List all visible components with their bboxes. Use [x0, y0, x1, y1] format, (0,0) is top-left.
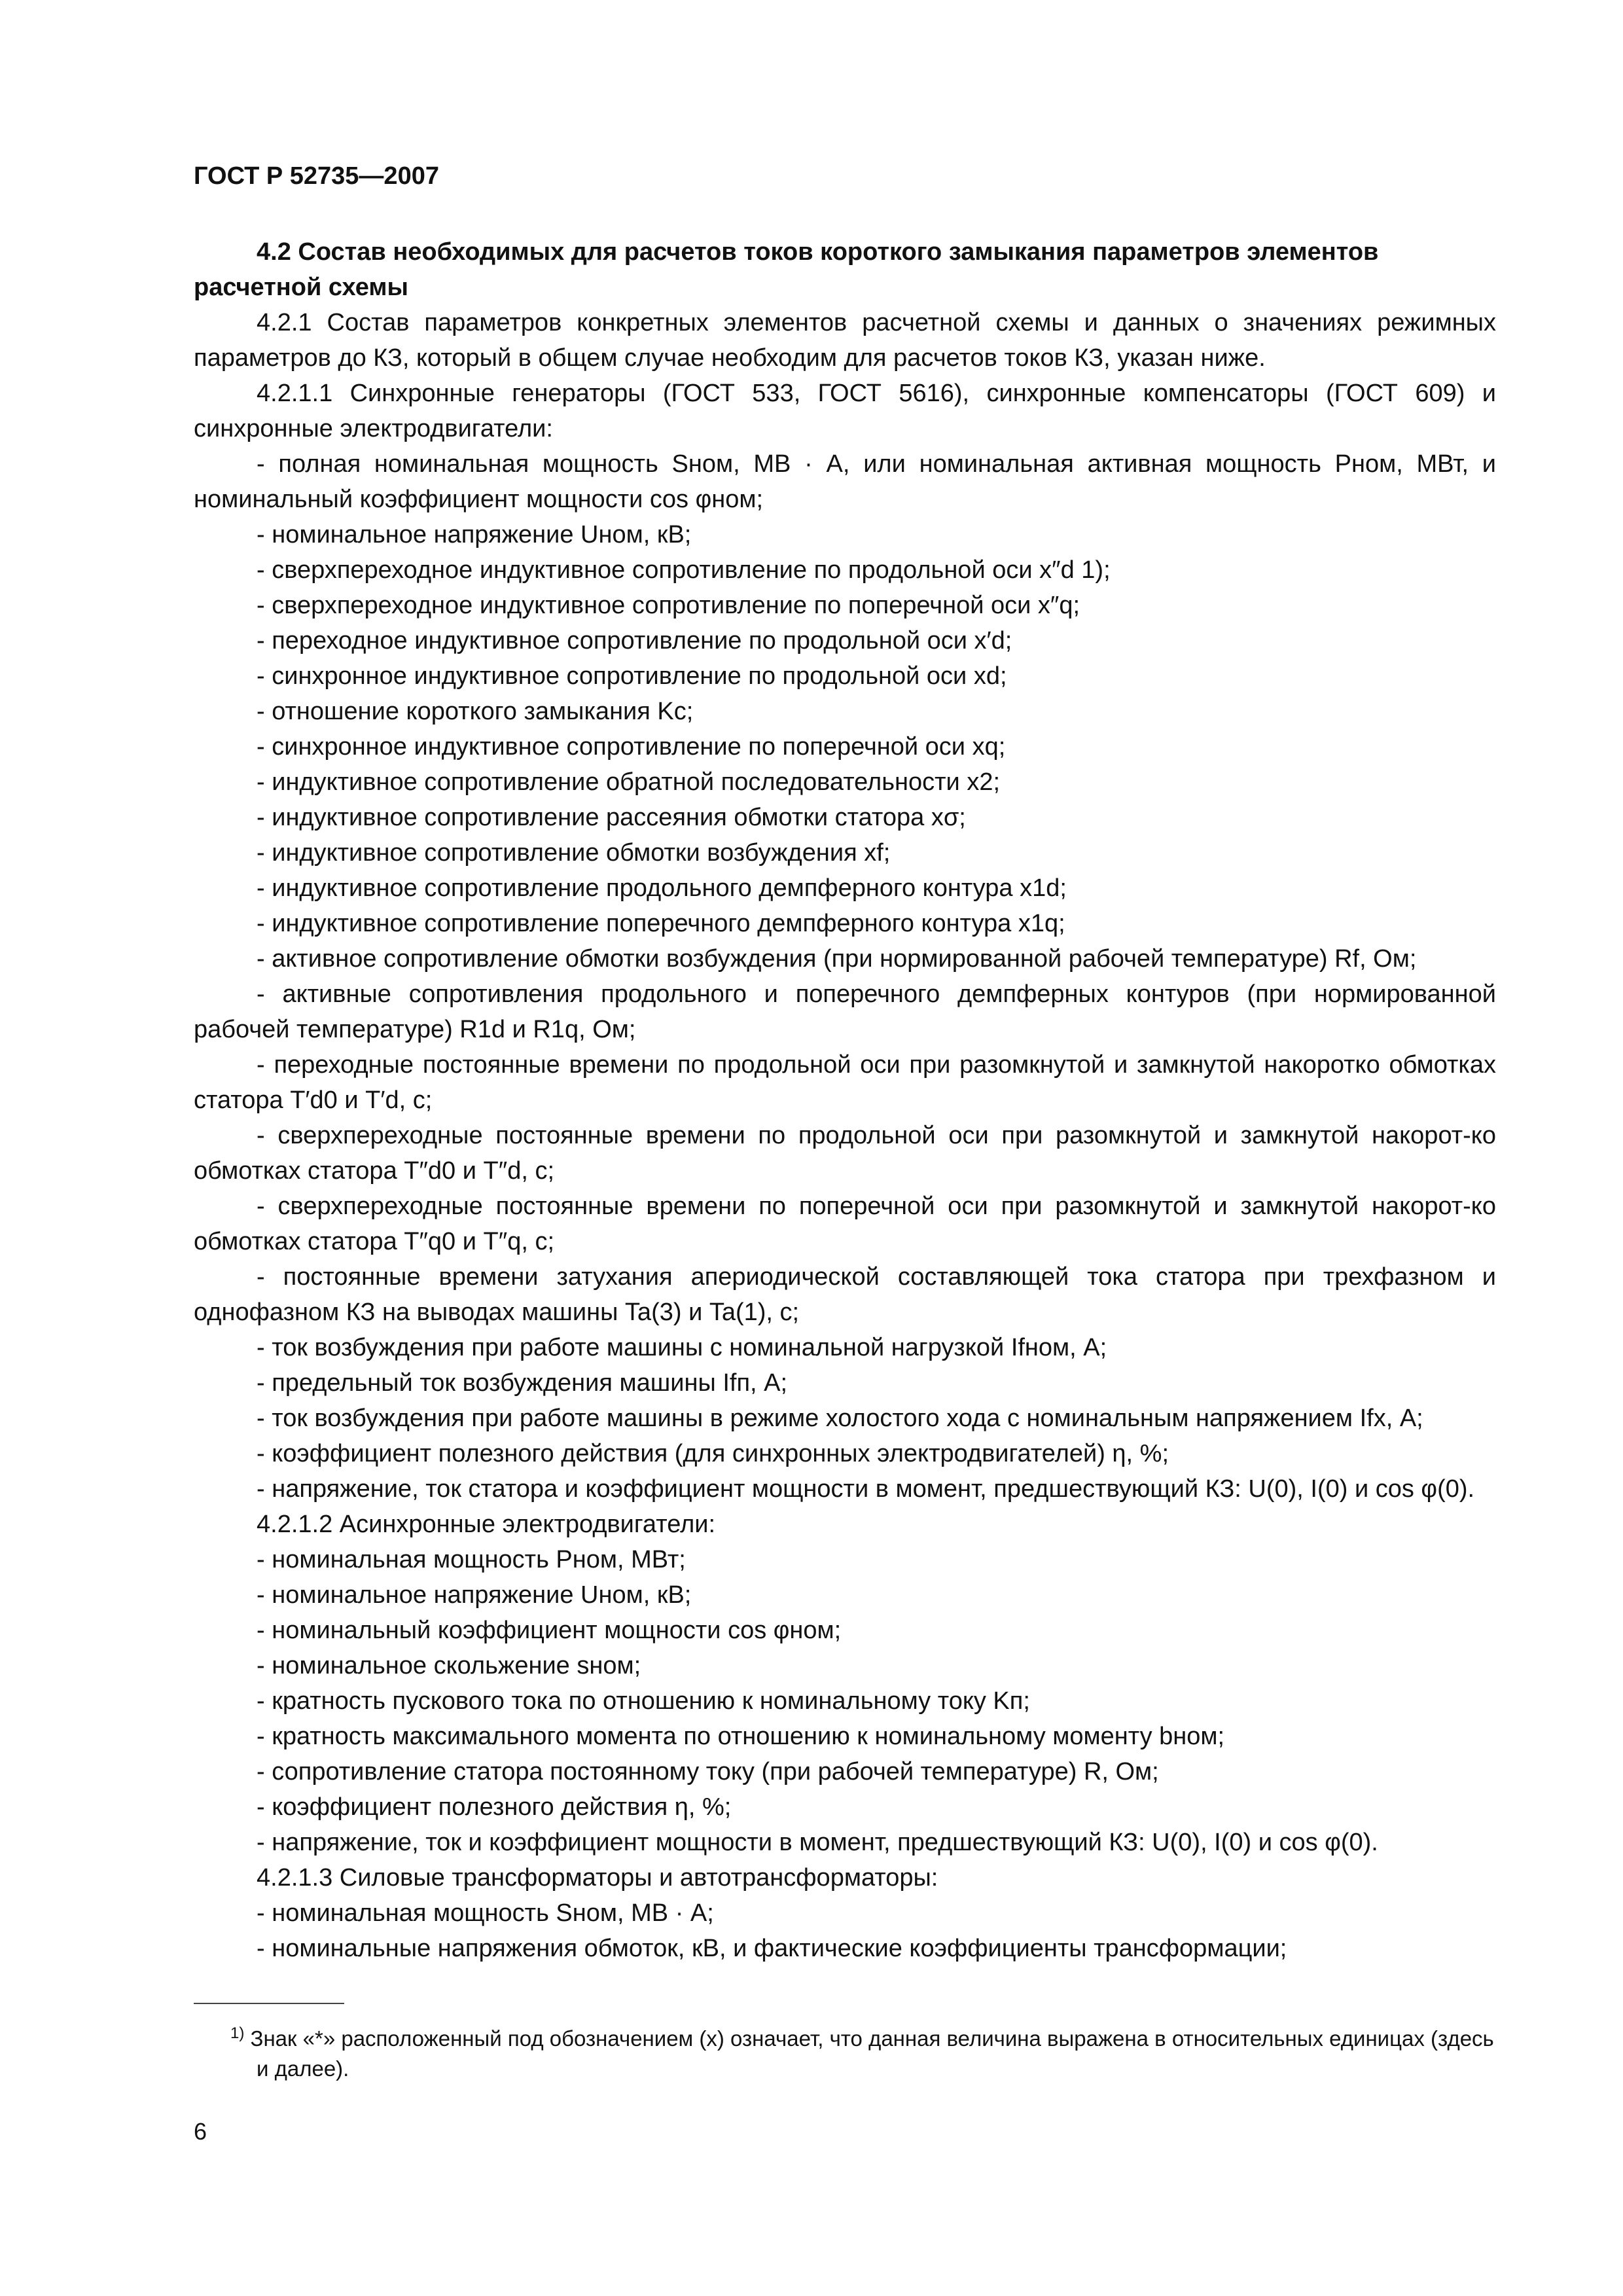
body-line: - синхронное индуктивное сопротивление по продольной оси xd;	[257, 662, 1007, 690]
body-line: - ток возбуждения при работе машины с номинальной нагрузкой Ifном, А;	[257, 1334, 1107, 1361]
body-line: - номинальные напряжения обмоток, кВ, и фактические коэффициенты трансформации;	[257, 1935, 1287, 1962]
body-line: - ток возбуждения при работе машины в режиме холостого хода с номинальным напряжением Ifx, А;	[257, 1405, 1423, 1432]
body-line: - индуктивное сопротивление обмотки возбуждения xf;	[257, 839, 891, 867]
body-line: - коэффициент полезного действия (для синхронных электродвигателей) η, %;	[257, 1440, 1169, 1467]
body-line: - отношение короткого замыкания Kc;	[257, 698, 694, 725]
body-line: - номинальная мощность Pном, МВт;	[257, 1546, 686, 1573]
body-line: - индуктивное сопротивление обратной последовательности x2;	[257, 768, 1001, 796]
body-line: - индуктивное сопротивление поперечного демпферного контура x1q;	[257, 910, 1065, 937]
body-line: - активные сопротивления продольного и поперечного демпферных контуров (при нормированной рабочей температуре) R1d и R1q, Ом;	[194, 980, 1496, 1043]
body-line: - индуктивное сопротивление продольного демпферного контура x1d;	[257, 874, 1067, 902]
body-line: - номинальное скольжение sном;	[257, 1652, 641, 1679]
footnote-text: Знак «*» расположенный под обозначением (x) означает, что данная величина выражена в относительных единицах (здесь и далее).	[250, 2026, 1494, 2081]
body-line: - номинальное напряжение Uном, кВ;	[257, 1581, 692, 1609]
body-line: - напряжение, ток статора и коэффициент мощности в момент, предшествующий КЗ: U(0), I(0) и cos φ(0).	[257, 1475, 1475, 1503]
body-line: - активное сопротивление обмотки возбуждения (при нормированной рабочей температуре) Rf, Ом;	[257, 945, 1417, 973]
body-line: - кратность пускового тока по отношению к номинальному току Kп;	[257, 1687, 1030, 1715]
footnote-text-block	[194, 2018, 1496, 2084]
body-lines	[194, 305, 1496, 1966]
body-line: - предельный ток возбуждения машины Ifп, А;	[257, 1369, 788, 1397]
body-line: - переходное индуктивное сопротивление по продольной оси x′d;	[257, 627, 1012, 655]
body-line: - сверхпереходное индуктивное сопротивление по поперечной оси x″q;	[257, 592, 1080, 619]
document-body	[194, 234, 1496, 1966]
body-line: - полная номинальная мощность Sном, МВ · А, или номинальная активная мощность Pном, МВт, и номинальный коэффициент мощности cos φном;	[194, 450, 1496, 513]
body-line: - номинальное напряжение Uном, кВ;	[257, 521, 692, 548]
body-line: - сверхпереходные постоянные времени по продольной оси при разомкнутой и замкнутой накорот-ко обмотках статора T″d0 и T″d, с;	[194, 1122, 1496, 1185]
body-line: - номинальный коэффициент мощности cos φном;	[257, 1617, 842, 1644]
body-line: - номинальная мощность Sном, МВ · А;	[257, 1899, 714, 1927]
body-line: 4.2.1.1 Синхронные генераторы (ГОСТ 533, ГОСТ 5616), синхронные компенсаторы (ГОСТ 609) и синхронные электродвигатели:	[194, 380, 1496, 442]
body-line: 4.2.1.3 Силовые трансформаторы и автотрансформаторы:	[257, 1864, 938, 1892]
body-line: 4.2.1.2 Асинхронные электродвигатели:	[257, 1511, 716, 1538]
body-line: - кратность максимального момента по отношению к номинальному моменту bном;	[257, 1723, 1225, 1750]
body-line: - сопротивление статора постоянному току (при рабочей температуре) R, Ом;	[257, 1758, 1159, 1785]
body-line: - коэффициент полезного действия η, %;	[257, 1793, 732, 1821]
body-line: - синхронное индуктивное сопротивление по поперечной оси xq;	[257, 733, 1006, 761]
page-number: 6	[194, 2118, 207, 2145]
body-line: - напряжение, ток и коэффициент мощности в момент, предшествующий КЗ: U(0), I(0) и cos φ(0).	[257, 1829, 1378, 1856]
body-line: - постоянные времени затухания апериодической составляющей тока статора при трехфазном и однофазном КЗ на выводах машины Ta(3) и Ta(1), с;	[194, 1263, 1496, 1326]
body-line: 4.2.1 Состав параметров конкретных элементов расчетной схемы и данных о значениях режимных параметров до КЗ, который в общем случае необходим для расчетов токов КЗ, указан ниже.	[194, 309, 1496, 372]
body-line: - сверхпереходное индуктивное сопротивление по продольной оси x″d 1);	[257, 556, 1111, 584]
footnote-marker: 1)	[230, 2024, 245, 2042]
footnote-rule	[194, 2003, 344, 2004]
body-line: - индуктивное сопротивление рассеяния обмотки статора xσ;	[257, 804, 966, 831]
body-line: - переходные постоянные времени по продольной оси при разомкнутой и замкнутой накоротко обмотках статора T′d0 и T′d, с;	[194, 1051, 1496, 1114]
body-line: - сверхпереходные постоянные времени по поперечной оси при разомкнутой и замкнутой накорот-ко обмотках статора T″q0 и T″q, с;	[194, 1193, 1496, 1255]
footnote	[194, 2003, 1496, 2084]
section-title: 4.2 Состав необходимых для расчетов токов короткого замыкания параметров элементов расчетной схемы	[194, 238, 1379, 301]
document-header: ГОСТ Р 52735—2007	[194, 162, 439, 190]
